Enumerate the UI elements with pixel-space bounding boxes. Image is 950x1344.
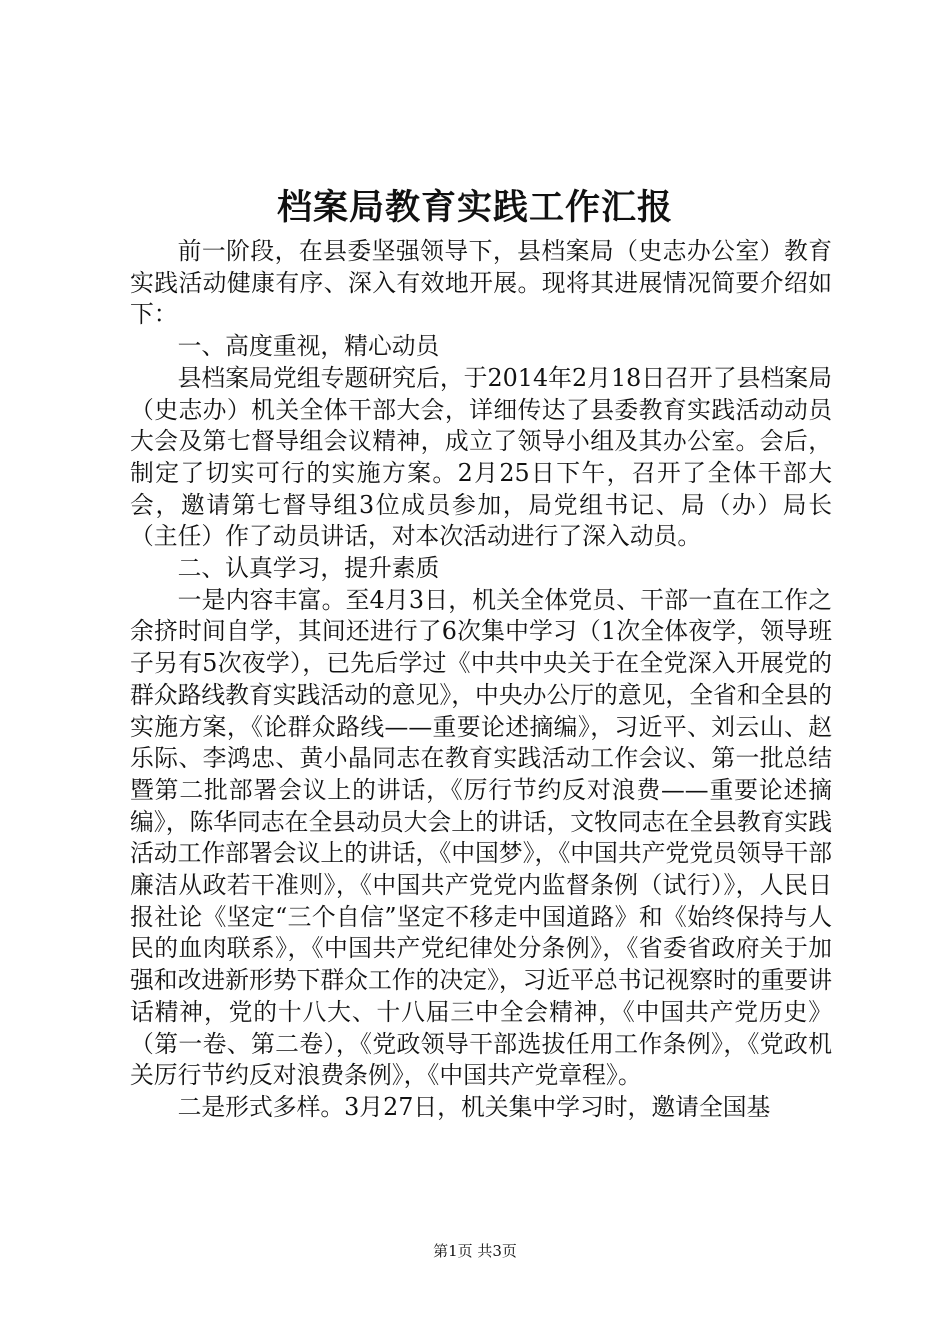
paragraph-intro: 前一阶段，在县委坚强领导下，县档案局（史志办公室）教育实践活动健康有序、深入有效地开展。现将其进展情况简要介绍如下：: [130, 237, 832, 329]
paragraph-study-content: 一是内容丰富。至4月3日，机关全体党员、干部一直在工作之余挤时间自学，其间还进行了6次集中学习（1次全体夜学，领导班子另有5次夜学），已先后学过《中共中央关于在全党深入开展党的群众路线教育实践活动的意见》，中央办公厅的意见，全省和全县的实施方案，《论群众路线——重要论述摘编》，习近平、刘云山、赵乐际、李鸿忠、黄小晶同志在教育实践活动工作会议、第一批总结暨第二批部署会议上的讲话，《厉行节约反对浪费——重要论述摘编》，陈华同志在全县动员大会上的讲话，文牧同志在全县教育实践活动工作部署会议上的讲话，《中国梦》，《中国共产党党员领导干部廉洁从政若干准则》，《中国共产党党内监督条例（试行）》，人民日报社论《坚定“三个自信”坚定不移走中国道路》和《始终保持与人民的血肉联系》，《中国共产党纪律处分条例》，《省委省政府关于加强和改进新形势下群众工作的决定》，习近平总书记视察时的重要讲话精神，党的十八大、十八届三中全会精神，《中国共产党历史》（第一卷、第二卷），《党政领导干部选拔任用工作条例》，《党政机关厉行节约反对浪费条例》，《中国共产党章程》。: [130, 585, 833, 1090]
document-body: [130, 236, 832, 1124]
paragraph-mobilization: 县档案局党组专题研究后，于2014年2月18日召开了县档案局（史志办）机关全体干部大会，详细传达了县委教育实践活动动员大会及第七督导组会议精神，成立了领导小组及其办公室。会后，制定了切实可行的实施方案。2月25日下午，召开了全体干部大会，邀请第七督导组3位成员参加，局党组书记、局（办）局长（主任）作了动员讲话，对本次活动进行了深入动员。: [130, 363, 832, 551]
page-number: 第1页 共3页: [433, 1242, 517, 1260]
paragraph-study-forms: 二是形式多样。3月27日，机关集中学习时，邀请全国基: [177, 1092, 771, 1121]
section-heading-1: 一、高度重视，精心动员: [177, 332, 440, 361]
document-title: 档案局教育实践工作汇报: [276, 187, 673, 228]
section-heading-2: 二、认真学习，提升素质: [177, 554, 440, 583]
